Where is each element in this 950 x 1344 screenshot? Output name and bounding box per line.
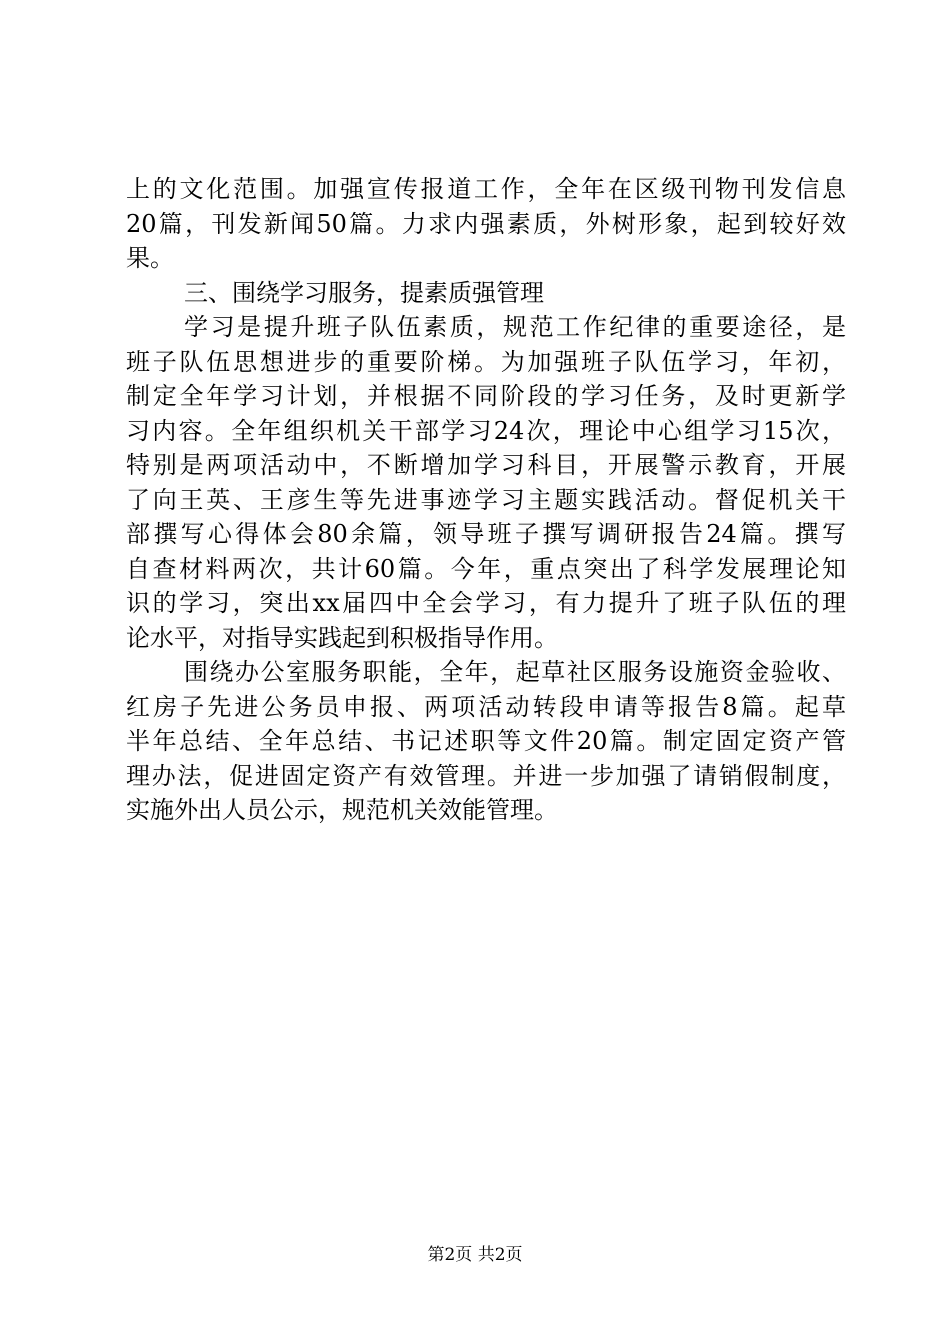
text-line: 特别是两项活动中，不断增加学习科目，开展警示教育，开展 [126,451,846,479]
text-line: 识的学习，突出xx届四中全会学习，有力提升了班子队伍的理 [126,589,846,617]
text-line: 制定全年学习计划，并根据不同阶段的学习任务，及时更新学 [126,382,846,410]
text-line: 果。 [126,244,174,272]
text-line: 习内容。全年组织机关干部学习24次，理论中心组学习15次， [126,416,846,445]
document-body [126,172,846,828]
text-line: 自查材料两次，共计60篇。今年，重点突出了科学发展理论知 [126,554,846,583]
text-line: 实施外出人员公示，规范机关效能管理。 [126,796,558,824]
text-line: 理办法，促进固定资产有效管理。并进一步加强了请销假制度， [126,761,846,790]
text-line: 半年总结、全年总结、书记述职等文件20篇。制定固定资产管 [126,727,846,755]
section-heading: 三、围绕学习服务，提素质强管理 [184,278,544,307]
text-line: 红房子先进公务员申报、两项活动转段申请等报告8篇。起草 [126,692,846,721]
text-line: 班子队伍思想进步的重要阶梯。为加强班子队伍学习，年初， [126,347,846,376]
text-line: 学习是提升班子队伍素质，规范工作纪律的重要途径，是 [184,313,846,341]
text-line: 了向王英、王彦生等先进事迹学习主题实践活动。督促机关干 [126,485,846,514]
text-line: 20篇，刊发新闻50篇。力求内强素质，外树形象，起到较好效 [126,209,846,238]
page-footer: 第2页 共2页 [427,1245,523,1265]
text-line: 上的文化范围。加强宣传报道工作，全年在区级刊物刊发信息 [126,175,846,203]
text-line: 论水平，对指导实践起到积极指导作用。 [126,623,558,652]
text-line: 部撰写心得体会80余篇，领导班子撰写调研报告24篇。撰写 [126,520,846,548]
text-line: 围绕办公室服务职能，全年，起草社区服务设施资金验收、 [184,658,846,686]
